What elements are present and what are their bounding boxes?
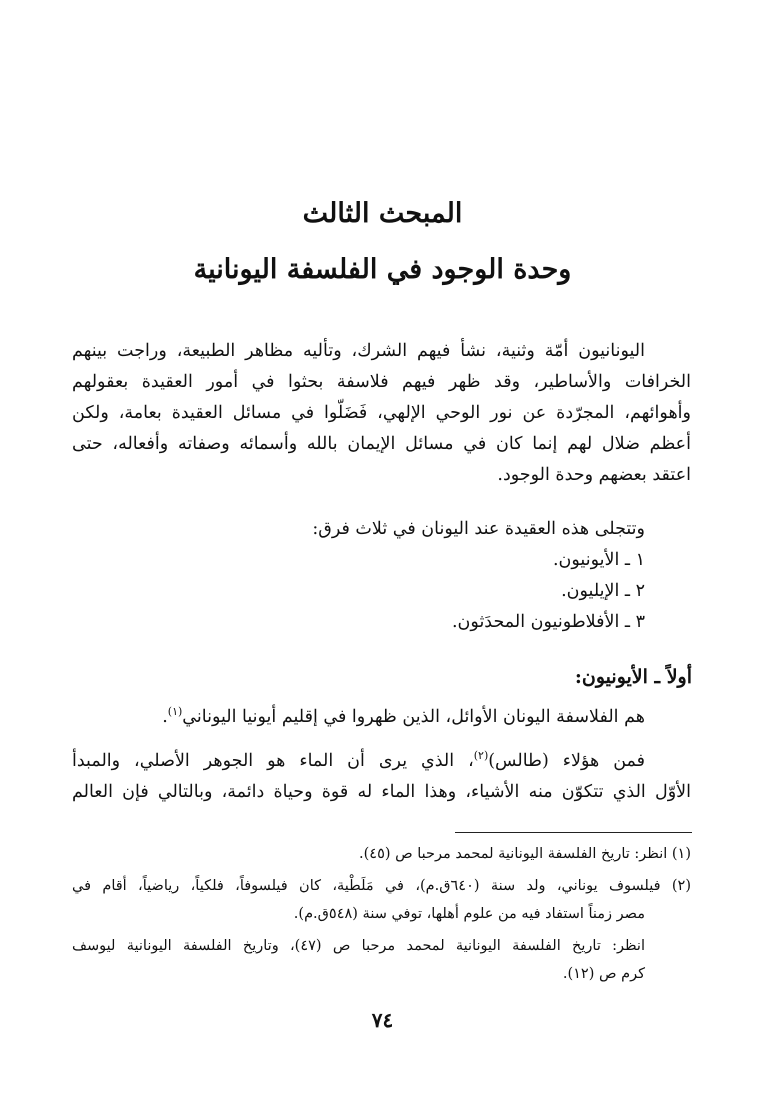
footnote-divider xyxy=(455,832,692,833)
footnote-3: انظر: تاريخ الفلسفة اليونانية لمحمد مرحبا ص (٤٧)، وتاريخ الفلسفة اليونانية ليوسف xyxy=(72,938,645,954)
paragraph-text: فمن هؤلاء (طالس) xyxy=(488,751,645,771)
footnote-2: (٢) فيلسوف يوناني، ولد سنة (٦٤٠ق.م)، في مَلَطْية، كان فيلسوفاً، فلكياً، رياضياً، أقام في xyxy=(72,878,691,894)
paragraph-text: هم الفلاسفة اليونان الأوائل، الذين ظهروا في إقليم أيونيا اليوناني xyxy=(182,707,645,727)
sects-list xyxy=(72,514,691,638)
paragraph-intro xyxy=(72,336,691,491)
paragraph-line: اليونانيون أمّة وثنية، نشأ فيهم الشرك، وتأليه مظاهر الطبيعة، وراجت بينهم xyxy=(72,341,645,361)
paragraph-text: ، الذي يرى أن الماء هو الجوهر الأصلي، والمبدأ xyxy=(72,751,474,771)
list-item: ٣ ـ الأفلاطونيون المحدَثون. xyxy=(451,612,645,632)
paragraph-line: الأوّل الذي تتكوّن منه الأشياء، وهذا الماء له قوة وحياة دائمة، وبالتالي فإن العالم xyxy=(72,782,691,802)
paragraph-line: وأهوائهم، المجرّدة عن نور الوحي الإلهي، فَضَلّوا في مسائل العقيدة بعامة، ولكن xyxy=(72,403,691,423)
list-item: ٢ ـ الإيليون. xyxy=(561,581,645,601)
page-number: ٧٤ xyxy=(371,1008,394,1032)
paragraph-line: اعتقد بعضهم وحدة الوجود. xyxy=(497,465,691,485)
section-heading: المبحث الثالث xyxy=(302,198,463,229)
paragraph-line xyxy=(72,746,691,777)
paragraph-thales xyxy=(72,746,691,808)
chapter-title: وحدة الوجود في الفلسفة اليونانية xyxy=(193,254,572,285)
paragraph-end: . xyxy=(162,707,168,727)
footnote-3-cont: كرم ص (١٢). xyxy=(562,966,645,982)
footnote-1: (١) انظر: تاريخ الفلسفة اليونانية لمحمد مرحبا ص (٤٥). xyxy=(359,846,691,862)
list-item: ١ ـ الأيونيون. xyxy=(552,550,645,570)
footnotes xyxy=(72,840,691,988)
paragraph-line: أعظم ضلال لهم إنما كان في مسائل الإيمان بالله وأسمائه وصفاته وأفعاله، حتى xyxy=(72,434,691,454)
paragraph-line: الخرافات والأساطير، وقد ظهر فيهم فلاسفة بحثوا في أمور العقيدة بعقولهم xyxy=(72,372,691,392)
footnote-ref: (١) xyxy=(167,705,183,719)
footnote-ref: (٢) xyxy=(473,749,489,763)
footnote-2-cont: مصر زمناً استفاد فيه من علوم أهلها، توفي سنة (٥٤٨ق.م). xyxy=(293,906,645,922)
paragraph-line xyxy=(72,702,691,733)
sects-intro: وتتجلى هذه العقيدة عند اليونان في ثلاث فرق: xyxy=(312,519,645,539)
subheading: أولاً ـ الأيونيون: xyxy=(574,666,692,688)
paragraph-ionians xyxy=(72,702,691,733)
